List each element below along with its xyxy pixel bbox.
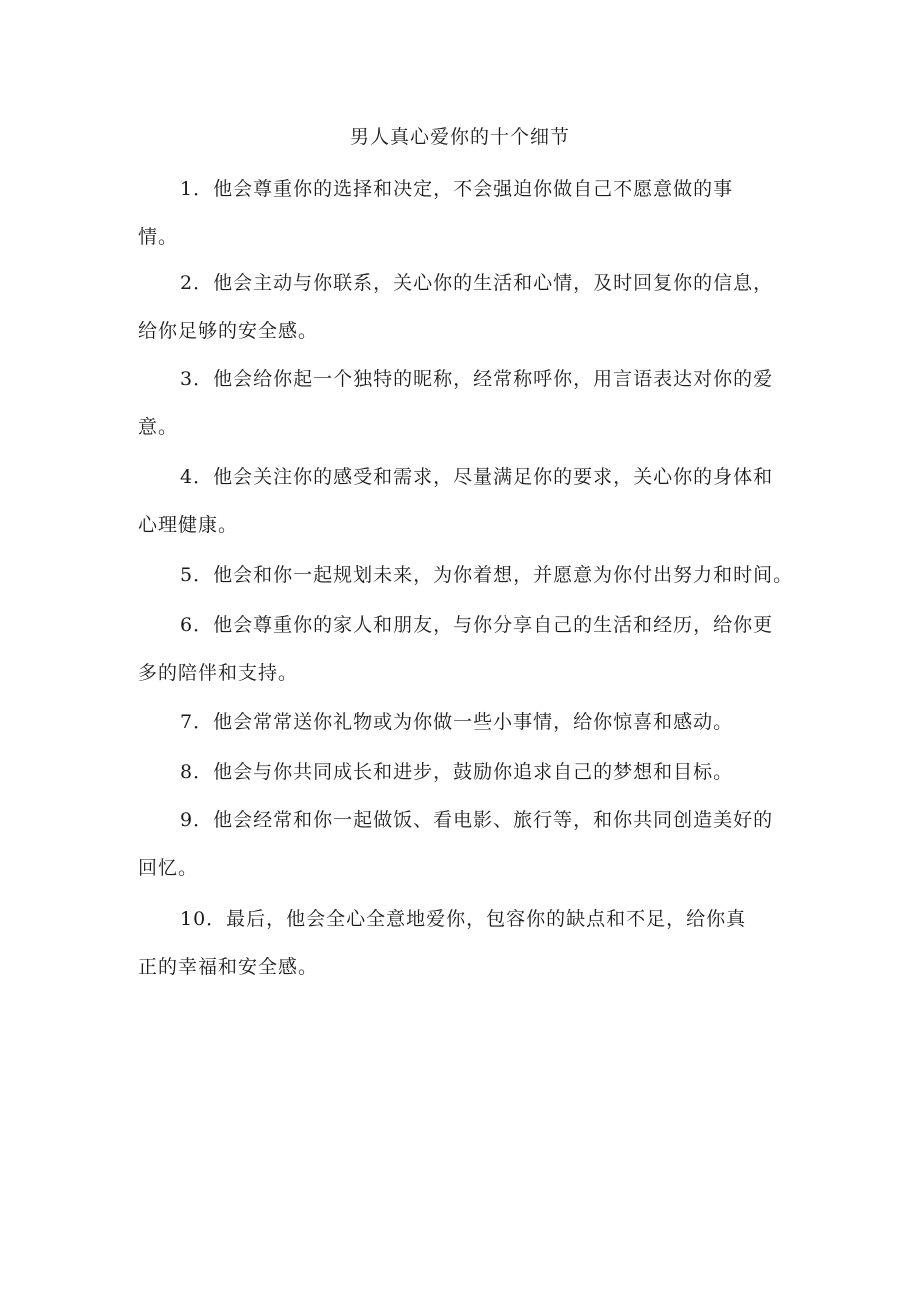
- paragraph-line: 给你足够的安全感。: [138, 320, 319, 342]
- document-title: 男人真心爱你的十个细节: [349, 126, 570, 148]
- list-item-6: [138, 612, 798, 686]
- paragraph-line: 3．他会给你起一个独特的昵称，经常称呼你，用言语表达对你的爱: [180, 368, 774, 390]
- paragraph-line: 8．他会与你共同成长和进步，鼓励你追求自己的梦想和目标。: [180, 761, 734, 783]
- list-item-3: [138, 366, 798, 440]
- paragraph-line: 多的陪伴和支持。: [138, 662, 299, 684]
- paragraph-line: 1．他会尊重你的选择和决定，不会强迫你做自己不愿意做的事: [180, 178, 734, 200]
- paragraph-line: 2．他会主动与你联系，关心你的生活和心情，及时回复你的信息，: [180, 272, 774, 294]
- paragraph-line: 10．最后，他会全心全意地爱你，包容你的缺点和不足，给你真: [180, 908, 747, 930]
- paragraph-line: 7．他会常常送你礼物或为你做一些小事情，给你惊喜和感动。: [180, 711, 734, 733]
- list-item-10: [138, 906, 798, 980]
- paragraph-line: 5．他会和你一起规划未来，为你着想，并愿意为你付出努力和时间。: [180, 564, 794, 586]
- list-item-2: [138, 270, 798, 344]
- paragraph-line: 6．他会尊重你的家人和朋友，与你分享自己的生活和经历，给你更: [180, 614, 774, 636]
- list-item-8: [138, 759, 798, 785]
- list-item-7: [138, 709, 798, 735]
- list-item-1: [138, 176, 798, 250]
- list-item-9: [138, 807, 798, 881]
- paragraph-line: 回忆。: [138, 857, 199, 879]
- paragraph-line: 正的幸福和安全感。: [138, 956, 319, 978]
- paragraph-line: 心理健康。: [138, 514, 239, 536]
- list-item-4: [138, 464, 798, 538]
- paragraph-line: 情。: [138, 226, 179, 248]
- list-item-5: [138, 562, 798, 588]
- paragraph-line: 意。: [138, 416, 179, 438]
- paragraph-line: 4．他会关注你的感受和需求，尽量满足你的要求，关心你的身体和: [180, 466, 774, 488]
- paragraph-line: 9．他会经常和你一起做饭、看电影、旅行等，和你共同创造美好的: [180, 809, 774, 831]
